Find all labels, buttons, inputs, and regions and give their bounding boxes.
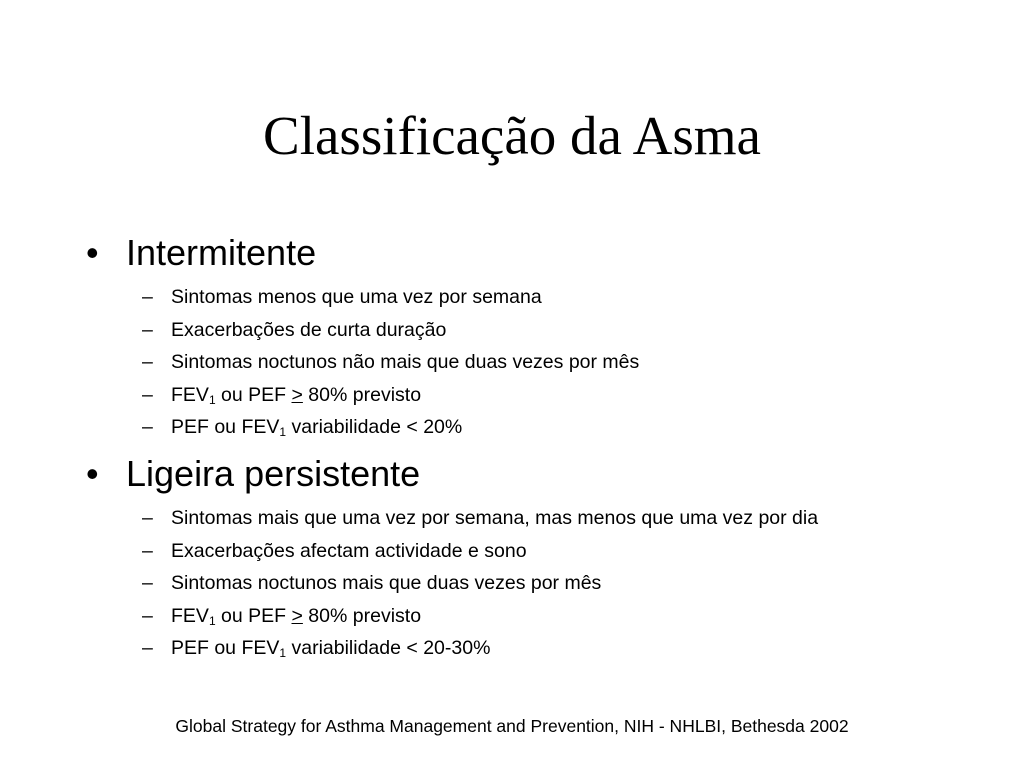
underlined-symbol: > [291, 383, 303, 406]
sub-bullet-text: Sintomas noctunos não mais que duas vezes por mês [171, 351, 640, 373]
sub-bullet-text [171, 600, 421, 632]
text-part: 80% previsto [302, 604, 422, 627]
sub-bullet-text: Sintomas noctunos mais que duas vezes por mês [171, 572, 602, 594]
sub-bullet-text [171, 632, 490, 664]
subscript: 1 [279, 425, 287, 439]
dash-icon: – [142, 637, 153, 659]
bullet-dot-icon: • [86, 453, 99, 494]
source-citation: Global Strategy for Asthma Management and Prevention, NIH - NHLBI, Bethesda 2002 [175, 716, 849, 736]
subscript: 1 [208, 613, 216, 628]
text-part: FEV [171, 383, 209, 406]
underlined-symbol: > [291, 604, 303, 627]
bullet-dot-icon: • [86, 232, 99, 273]
text-part: variabilidade < 20% [286, 416, 463, 438]
sub-bullet-text [171, 379, 421, 411]
subscript: 1 [208, 392, 216, 407]
text-part: ou PEF [215, 383, 292, 406]
sub-bullet-text: Exacerbações de curta duração [171, 318, 447, 341]
section-heading: Ligeira persistente [126, 453, 421, 494]
dash-icon: – [142, 539, 153, 562]
dash-icon: – [142, 416, 153, 438]
slide-title: Classificação da Asma [263, 105, 761, 166]
sub-bullet-text: Sintomas menos que uma vez por semana [171, 286, 542, 308]
dash-icon: – [142, 351, 153, 373]
text-part: variabilidade < 20-30% [286, 637, 491, 659]
dash-icon: – [142, 604, 153, 627]
sub-bullet-text: Sintomas mais que uma vez por semana, mas menos que uma vez por dia [171, 507, 819, 529]
dash-icon: – [142, 318, 153, 341]
dash-icon: – [142, 572, 153, 594]
subscript: 1 [279, 646, 287, 660]
section-heading: Intermitente [126, 232, 317, 273]
text-part: 80% previsto [302, 383, 422, 406]
text-part: FEV [171, 604, 209, 627]
sub-bullet-text [171, 411, 462, 443]
text-part: PEF ou FEV [171, 416, 280, 438]
dash-icon: – [142, 383, 153, 406]
sub-bullet-text: Exacerbações afectam actividade e sono [171, 539, 527, 562]
dash-icon: – [142, 507, 153, 529]
text-part: ou PEF [215, 604, 292, 627]
text-part: PEF ou FEV [171, 637, 280, 659]
dash-icon: – [142, 286, 153, 308]
